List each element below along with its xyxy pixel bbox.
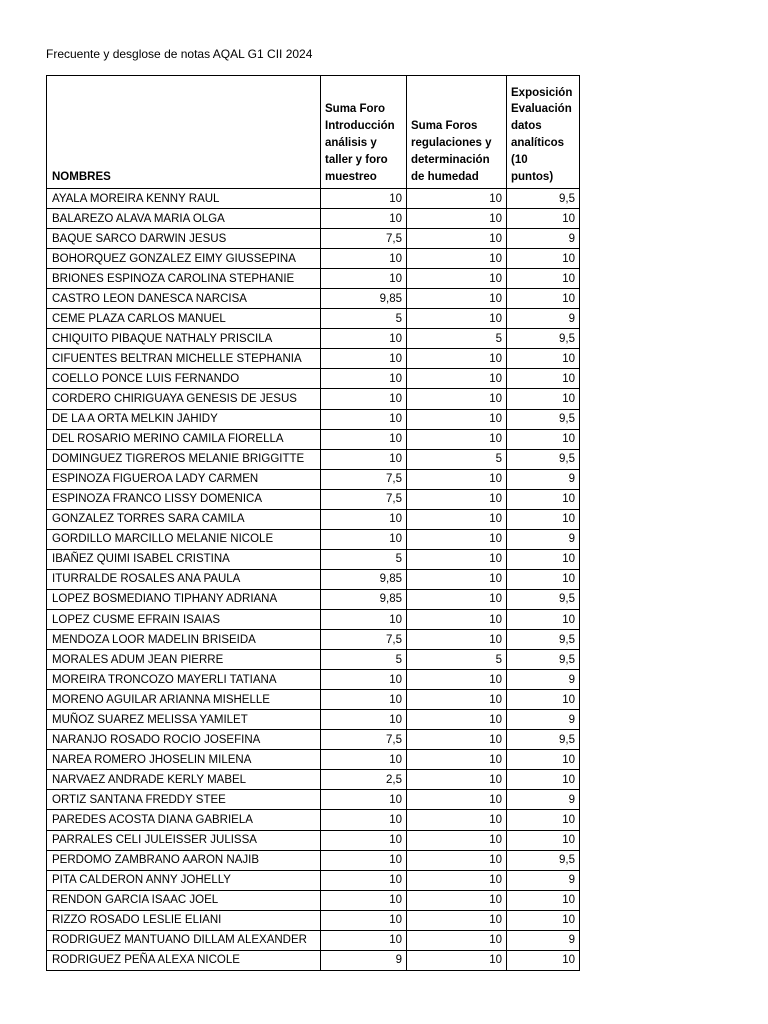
- grade-foro-introduccion-cell: 9,85: [321, 569, 407, 589]
- student-name-cell: BRIONES ESPINOZA CAROLINA STEPHANIE: [47, 269, 321, 289]
- grade-foros-regulaciones-cell: 10: [407, 209, 507, 229]
- student-name-cell: CHIQUITO PIBAQUE NATHALY PRISCILA: [47, 329, 321, 349]
- student-name-cell: LOPEZ BOSMEDIANO TIPHANY ADRIANA: [47, 589, 321, 609]
- grade-foro-introduccion-cell: 10: [321, 409, 407, 429]
- grade-exposicion-cell: 10: [507, 429, 580, 449]
- table-row: [47, 690, 580, 710]
- table-row: [47, 770, 580, 790]
- grade-foros-regulaciones-cell: 10: [407, 429, 507, 449]
- table-row: [47, 389, 580, 409]
- column-header-exposicion-evaluacion: [507, 76, 580, 189]
- student-name-cell: GORDILLO MARCILLO MELANIE NICOLE: [47, 529, 321, 549]
- column-header-line: datos: [511, 120, 542, 133]
- column-header-line: Exposición: [511, 86, 573, 99]
- grade-foros-regulaciones-cell: 10: [407, 389, 507, 409]
- grade-foro-introduccion-cell: 10: [321, 670, 407, 690]
- grade-exposicion-cell: 10: [507, 770, 580, 790]
- grade-foros-regulaciones-cell: 10: [407, 790, 507, 810]
- grade-foros-regulaciones-cell: 10: [407, 269, 507, 289]
- grade-foro-introduccion-cell: 10: [321, 930, 407, 950]
- table-row: [47, 269, 580, 289]
- column-header-line: taller y foro: [325, 154, 388, 167]
- student-name-cell: PITA CALDERON ANNY JOHELLY: [47, 870, 321, 890]
- grade-exposicion-cell: 10: [507, 830, 580, 850]
- grade-foro-introduccion-cell: 10: [321, 269, 407, 289]
- grade-exposicion-cell: 10: [507, 289, 580, 309]
- grade-exposicion-cell: 9,5: [507, 730, 580, 750]
- grades-body: [47, 189, 580, 971]
- grade-exposicion-cell: 9: [507, 930, 580, 950]
- grade-foros-regulaciones-cell: 10: [407, 189, 507, 209]
- grade-foro-introduccion-cell: 7,5: [321, 229, 407, 249]
- column-header-line: de humedad: [411, 171, 479, 184]
- grade-foros-regulaciones-cell: 10: [407, 349, 507, 369]
- table-row: [47, 870, 580, 890]
- grade-foro-introduccion-cell: 10: [321, 449, 407, 469]
- grade-foro-introduccion-cell: 9,85: [321, 289, 407, 309]
- table-row: [47, 469, 580, 489]
- grade-exposicion-cell: 10: [507, 369, 580, 389]
- grades-table: [46, 75, 580, 971]
- grade-foro-introduccion-cell: 7,5: [321, 730, 407, 750]
- grade-foros-regulaciones-cell: 10: [407, 309, 507, 329]
- student-name-cell: NARVAEZ ANDRADE KERLY MABEL: [47, 770, 321, 790]
- grade-foro-introduccion-cell: 10: [321, 429, 407, 449]
- grade-exposicion-cell: 9: [507, 229, 580, 249]
- grade-foros-regulaciones-cell: 10: [407, 750, 507, 770]
- grade-exposicion-cell: 9,5: [507, 189, 580, 209]
- grade-exposicion-cell: 10: [507, 549, 580, 569]
- table-row: [47, 449, 580, 469]
- grade-exposicion-cell: 9: [507, 790, 580, 810]
- grade-exposicion-cell: 9,5: [507, 850, 580, 870]
- grade-foro-introduccion-cell: 10: [321, 870, 407, 890]
- grade-foro-introduccion-cell: 9,85: [321, 589, 407, 609]
- grade-foro-introduccion-cell: 7,5: [321, 489, 407, 509]
- grade-foros-regulaciones-cell: 5: [407, 329, 507, 349]
- grade-exposicion-cell: 9: [507, 469, 580, 489]
- grade-foro-introduccion-cell: 10: [321, 850, 407, 870]
- grade-exposicion-cell: 9: [507, 870, 580, 890]
- grade-exposicion-cell: 10: [507, 209, 580, 229]
- column-header-line: puntos): [511, 171, 554, 184]
- table-row: [47, 750, 580, 770]
- grade-foros-regulaciones-cell: 10: [407, 670, 507, 690]
- student-name-cell: ESPINOZA FRANCO LISSY DOMENICA: [47, 489, 321, 509]
- grade-foros-regulaciones-cell: 10: [407, 810, 507, 830]
- table-row: [47, 289, 580, 309]
- column-header-line: (10: [511, 154, 528, 167]
- column-header-line: regulaciones y: [411, 137, 492, 150]
- grade-foro-introduccion-cell: 10: [321, 509, 407, 529]
- table-row: [47, 910, 580, 930]
- student-name-cell: BALAREZO ALAVA MARIA OLGA: [47, 209, 321, 229]
- grade-foros-regulaciones-cell: 10: [407, 870, 507, 890]
- table-row: [47, 730, 580, 750]
- grade-foros-regulaciones-cell: 10: [407, 569, 507, 589]
- grade-exposicion-cell: 10: [507, 569, 580, 589]
- grade-exposicion-cell: 10: [507, 269, 580, 289]
- table-row: [47, 409, 580, 429]
- column-header-foros-regulaciones: [407, 76, 507, 189]
- column-header-line: Suma Foro: [325, 103, 386, 116]
- student-name-cell: ORTIZ SANTANA FREDDY STEE: [47, 790, 321, 810]
- grade-foros-regulaciones-cell: 10: [407, 529, 507, 549]
- grade-exposicion-cell: 9,5: [507, 409, 580, 429]
- grade-foro-introduccion-cell: 5: [321, 309, 407, 329]
- grade-exposicion-cell: 10: [507, 910, 580, 930]
- student-name-cell: CORDERO CHIRIGUAYA GENESIS DE JESUS: [47, 389, 321, 409]
- student-name-cell: DOMINGUEZ TIGREROS MELANIE BRIGGITTE: [47, 449, 321, 469]
- grade-exposicion-cell: 10: [507, 509, 580, 529]
- table-row: [47, 790, 580, 810]
- column-header-line: determinación: [411, 154, 490, 167]
- student-name-cell: NAREA ROMERO JHOSELIN MILENA: [47, 750, 321, 770]
- table-row: [47, 850, 580, 870]
- grade-exposicion-cell: 9,5: [507, 589, 580, 609]
- grade-exposicion-cell: 9,5: [507, 449, 580, 469]
- student-name-cell: NARANJO ROSADO ROCIO JOSEFINA: [47, 730, 321, 750]
- grade-exposicion-cell: 10: [507, 750, 580, 770]
- grade-foros-regulaciones-cell: 10: [407, 409, 507, 429]
- table-row: [47, 189, 580, 209]
- column-header-line: análisis y: [325, 137, 377, 150]
- grade-foros-regulaciones-cell: 10: [407, 549, 507, 569]
- table-row: [47, 429, 580, 449]
- student-name-cell: MORENO AGUILAR ARIANNA MISHELLE: [47, 690, 321, 710]
- grade-exposicion-cell: 10: [507, 489, 580, 509]
- table-row: [47, 509, 580, 529]
- grade-foro-introduccion-cell: 10: [321, 349, 407, 369]
- grade-exposicion-cell: 9: [507, 529, 580, 549]
- table-row: [47, 569, 580, 589]
- grade-exposicion-cell: 10: [507, 690, 580, 710]
- grade-foros-regulaciones-cell: 10: [407, 249, 507, 269]
- grade-foros-regulaciones-cell: 10: [407, 469, 507, 489]
- grade-foros-regulaciones-cell: 10: [407, 369, 507, 389]
- student-name-cell: MORALES ADUM JEAN PIERRE: [47, 650, 321, 670]
- grade-foros-regulaciones-cell: 10: [407, 609, 507, 629]
- student-name-cell: PERDOMO ZAMBRANO AARON NAJIB: [47, 850, 321, 870]
- grade-foro-introduccion-cell: 5: [321, 650, 407, 670]
- table-row: [47, 229, 580, 249]
- student-name-cell: PARRALES CELI JULEISSER JULISSA: [47, 830, 321, 850]
- table-row: [47, 529, 580, 549]
- grade-exposicion-cell: 9,5: [507, 329, 580, 349]
- grade-foro-introduccion-cell: 10: [321, 209, 407, 229]
- table-row: [47, 890, 580, 910]
- student-name-cell: BAQUE SARCO DARWIN JESUS: [47, 229, 321, 249]
- grade-exposicion-cell: 9: [507, 710, 580, 730]
- table-row: [47, 950, 580, 970]
- column-header-line: analíticos: [511, 137, 565, 150]
- table-row: [47, 549, 580, 569]
- table-row: [47, 830, 580, 850]
- grade-foros-regulaciones-cell: 5: [407, 650, 507, 670]
- student-name-cell: ITURRALDE ROSALES ANA PAULA: [47, 569, 321, 589]
- grade-foros-regulaciones-cell: 10: [407, 850, 507, 870]
- student-name-cell: DE LA A ORTA MELKIN JAHIDY: [47, 409, 321, 429]
- column-header-line: Suma Foros: [411, 120, 478, 133]
- table-row: [47, 710, 580, 730]
- grade-foros-regulaciones-cell: 10: [407, 289, 507, 309]
- grade-exposicion-cell: 9: [507, 670, 580, 690]
- grade-foro-introduccion-cell: 10: [321, 529, 407, 549]
- table-row: [47, 349, 580, 369]
- grade-foros-regulaciones-cell: 10: [407, 930, 507, 950]
- student-name-cell: RODRIGUEZ MANTUANO DILLAM ALEXANDER: [47, 930, 321, 950]
- grade-foros-regulaciones-cell: 10: [407, 710, 507, 730]
- grade-exposicion-cell: 10: [507, 389, 580, 409]
- student-name-cell: DEL ROSARIO MERINO CAMILA FIORELLA: [47, 429, 321, 449]
- grade-foro-introduccion-cell: 10: [321, 710, 407, 730]
- grade-foro-introduccion-cell: 10: [321, 750, 407, 770]
- grade-foros-regulaciones-cell: 10: [407, 229, 507, 249]
- student-name-cell: ESPINOZA FIGUEROA LADY CARMEN: [47, 469, 321, 489]
- grade-foros-regulaciones-cell: 10: [407, 910, 507, 930]
- table-row: [47, 209, 580, 229]
- grade-foro-introduccion-cell: 7,5: [321, 469, 407, 489]
- student-name-cell: AYALA MOREIRA KENNY RAUL: [47, 189, 321, 209]
- grade-exposicion-cell: 10: [507, 349, 580, 369]
- student-name-cell: MENDOZA LOOR MADELIN BRISEIDA: [47, 630, 321, 650]
- table-row: [47, 930, 580, 950]
- header-row: [47, 76, 580, 189]
- grade-foro-introduccion-cell: 10: [321, 389, 407, 409]
- grade-foro-introduccion-cell: 9: [321, 950, 407, 970]
- student-name-cell: BOHORQUEZ GONZALEZ EIMY GIUSSEPINA: [47, 249, 321, 269]
- grade-foro-introduccion-cell: 10: [321, 690, 407, 710]
- student-name-cell: GONZALEZ TORRES SARA CAMILA: [47, 509, 321, 529]
- grade-foro-introduccion-cell: 10: [321, 890, 407, 910]
- grade-foro-introduccion-cell: 10: [321, 189, 407, 209]
- table-row: [47, 249, 580, 269]
- grade-foro-introduccion-cell: 10: [321, 810, 407, 830]
- page-title: Frecuente y desglose de notas AQAL G1 CII 2024: [46, 47, 313, 61]
- grade-exposicion-cell: 10: [507, 249, 580, 269]
- grade-foro-introduccion-cell: 10: [321, 830, 407, 850]
- grade-exposicion-cell: 9,5: [507, 630, 580, 650]
- table-row: [47, 329, 580, 349]
- grade-foros-regulaciones-cell: 5: [407, 449, 507, 469]
- column-header-names: NOMBRES: [47, 76, 321, 189]
- grade-exposicion-cell: 10: [507, 950, 580, 970]
- grade-foros-regulaciones-cell: 10: [407, 630, 507, 650]
- grade-foros-regulaciones-cell: 10: [407, 489, 507, 509]
- student-name-cell: CASTRO LEON DANESCA NARCISA: [47, 289, 321, 309]
- column-header-foro-introduccion: [321, 76, 407, 189]
- grade-foro-introduccion-cell: 10: [321, 369, 407, 389]
- student-name-cell: RIZZO ROSADO LESLIE ELIANI: [47, 910, 321, 930]
- grade-foro-introduccion-cell: 7,5: [321, 630, 407, 650]
- grade-foros-regulaciones-cell: 10: [407, 890, 507, 910]
- grade-foro-introduccion-cell: 10: [321, 329, 407, 349]
- grade-foro-introduccion-cell: 10: [321, 910, 407, 930]
- table-row: [47, 670, 580, 690]
- student-name-cell: RODRIGUEZ PEÑA ALEXA NICOLE: [47, 950, 321, 970]
- grade-exposicion-cell: 9: [507, 309, 580, 329]
- grade-foro-introduccion-cell: 2,5: [321, 770, 407, 790]
- student-name-cell: IBAÑEZ QUIMI ISABEL CRISTINA: [47, 549, 321, 569]
- grade-foro-introduccion-cell: 5: [321, 549, 407, 569]
- table-row: [47, 589, 580, 609]
- student-name-cell: LOPEZ CUSME EFRAIN ISAIAS: [47, 609, 321, 629]
- table-row: [47, 630, 580, 650]
- student-name-cell: CIFUENTES BELTRAN MICHELLE STEPHANIA: [47, 349, 321, 369]
- grade-exposicion-cell: 10: [507, 890, 580, 910]
- column-header-line: Evaluación: [511, 103, 572, 116]
- grade-exposicion-cell: 9,5: [507, 650, 580, 670]
- grade-foros-regulaciones-cell: 10: [407, 830, 507, 850]
- table-row: [47, 489, 580, 509]
- table-row: [47, 369, 580, 389]
- student-name-cell: MOREIRA TRONCOZO MAYERLI TATIANA: [47, 670, 321, 690]
- grade-foros-regulaciones-cell: 10: [407, 730, 507, 750]
- table-row: [47, 609, 580, 629]
- student-name-cell: CEME PLAZA CARLOS MANUEL: [47, 309, 321, 329]
- student-name-cell: RENDON GARCIA ISAAC JOEL: [47, 890, 321, 910]
- grade-foro-introduccion-cell: 10: [321, 790, 407, 810]
- student-name-cell: MUÑOZ SUAREZ MELISSA YAMILET: [47, 710, 321, 730]
- grade-exposicion-cell: 10: [507, 609, 580, 629]
- grade-exposicion-cell: 10: [507, 810, 580, 830]
- grade-foro-introduccion-cell: 10: [321, 609, 407, 629]
- column-header-line: muestreo: [325, 171, 377, 184]
- column-header-line: Introducción: [325, 120, 395, 133]
- student-name-cell: COELLO PONCE LUIS FERNANDO: [47, 369, 321, 389]
- grade-foro-introduccion-cell: 10: [321, 249, 407, 269]
- table-row: [47, 810, 580, 830]
- student-name-cell: PAREDES ACOSTA DIANA GABRIELA: [47, 810, 321, 830]
- grade-foros-regulaciones-cell: 10: [407, 589, 507, 609]
- table-row: [47, 309, 580, 329]
- table-row: [47, 650, 580, 670]
- grade-foros-regulaciones-cell: 10: [407, 690, 507, 710]
- grade-foros-regulaciones-cell: 10: [407, 509, 507, 529]
- grade-foros-regulaciones-cell: 10: [407, 950, 507, 970]
- grade-foros-regulaciones-cell: 10: [407, 770, 507, 790]
